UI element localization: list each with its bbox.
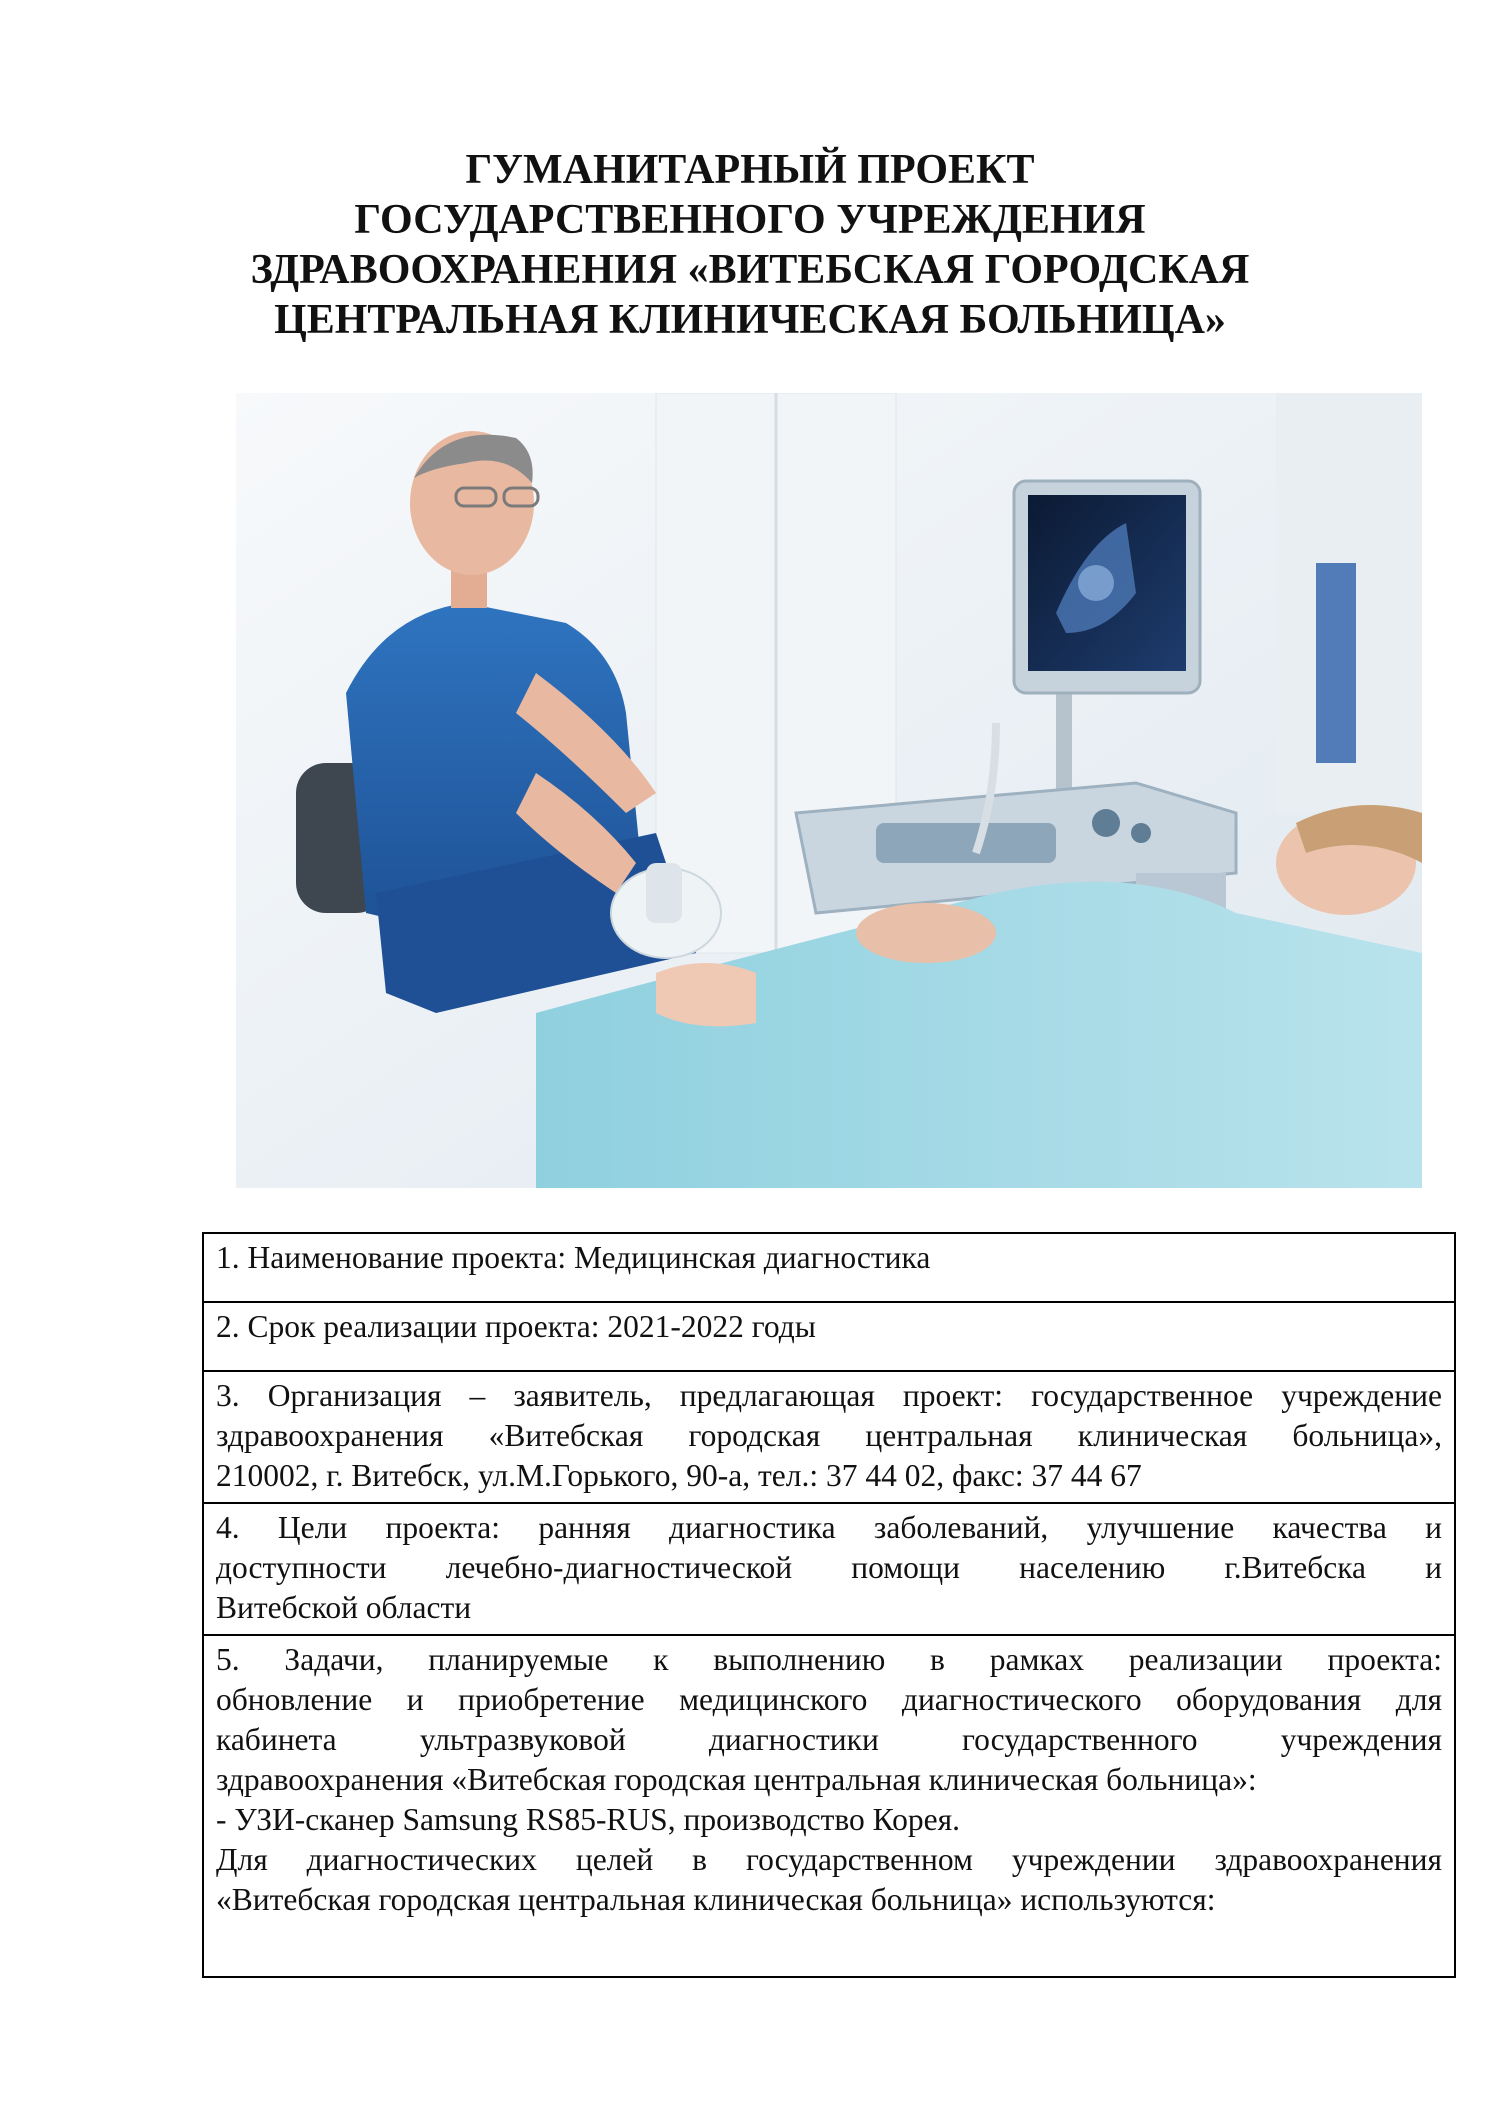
cell-line: 4. Цели проекта: ранняя диагностика заболеваний, улучшение качества и — [216, 1510, 1442, 1545]
project-goals-cell — [203, 1503, 1455, 1635]
cell-line: обновление и приобретение медицинского диагностического оборудования для — [216, 1682, 1442, 1717]
cell-line: 210002, г. Витебск, ул.М.Горького, 90-а, тел.: 37 44 02, факс: 37 44 67 — [216, 1458, 1142, 1493]
title-line: ЗДРАВООХРАНЕНИЯ «ВИТЕБСКАЯ ГОРОДСКАЯ — [250, 247, 1250, 293]
applicant-org-cell — [203, 1371, 1455, 1503]
cell-line: 3. Организация – заявитель, предлагающая проект: государственное учреждение — [216, 1378, 1442, 1413]
cell-line: кабинета ультразвуковой диагностики государственного учреждения — [216, 1722, 1442, 1757]
project-tasks-cell — [203, 1635, 1455, 1977]
cell-line: здравоохранения «Витебская городская центральная клиническая больница»: — [216, 1762, 1257, 1797]
project-info-table — [202, 1232, 1456, 1978]
cell-line: «Витебская городская центральная клиническая больница» используются: — [216, 1882, 1216, 1917]
project-term-cell — [203, 1302, 1455, 1371]
cell-line: Витебской области — [216, 1590, 472, 1625]
cell-line: 1. Наименование проекта: Медицинская диагностика — [216, 1240, 931, 1275]
title-line: ЦЕНТРАЛЬНАЯ КЛИНИЧЕСКАЯ БОЛЬНИЦА» — [274, 297, 1226, 343]
cell-line: здравоохранения «Витебская городская центральная клиническая больница», — [216, 1418, 1442, 1453]
cell-line: Для диагностических целей в государственном учреждении здравоохранения — [216, 1842, 1442, 1877]
table-row — [203, 1233, 1455, 1302]
project-name-cell — [203, 1233, 1455, 1302]
page-title — [150, 145, 1350, 345]
table-row — [203, 1635, 1455, 1977]
cell-line: доступности лечебно-диагностической помощи населению г.Витебска и — [216, 1550, 1442, 1585]
table-row — [203, 1503, 1455, 1635]
title-line: ГОСУДАРСТВЕННОГО УЧРЕЖДЕНИЯ — [354, 197, 1146, 243]
table-row — [203, 1302, 1455, 1371]
table-row — [203, 1371, 1455, 1503]
photo-illustration — [236, 393, 1422, 1188]
cell-line: 2. Срок реализации проекта: 2021-2022 годы — [216, 1309, 816, 1344]
cell-line: 5. Задачи, планируемые к выполнению в рамках реализации проекта: — [216, 1642, 1442, 1677]
title-line: ГУМАНИТАРНЫЙ ПРОЕКТ — [465, 147, 1035, 193]
cell-line: - УЗИ-сканер Samsung RS85-RUS, производство Корея. — [216, 1802, 960, 1837]
ultrasound-exam-photo — [236, 393, 1422, 1188]
